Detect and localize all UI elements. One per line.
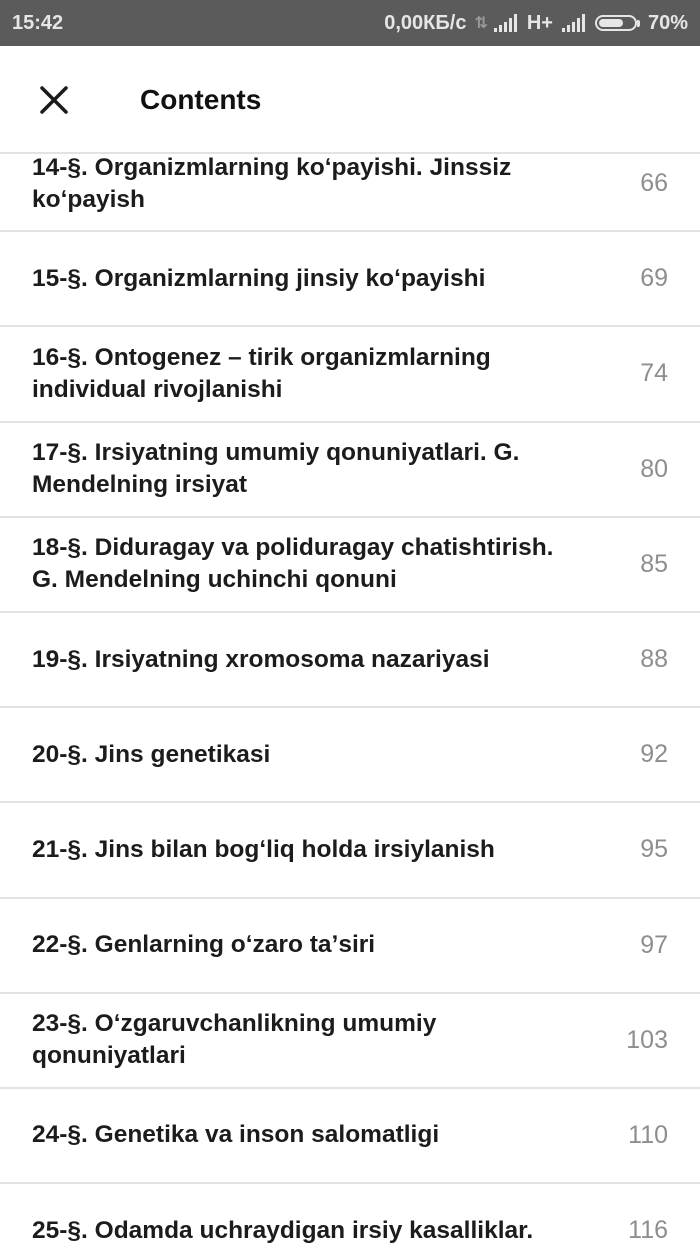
toc-item[interactable] — [0, 899, 700, 994]
toc-item-title: 23-§. Oʻzgaruvchanlikning umumiy qonuniyatlari — [32, 1010, 437, 1070]
close-icon — [39, 85, 69, 115]
toc-item[interactable] — [0, 613, 700, 708]
toc-item-page: 66 — [640, 169, 668, 198]
network-type: H+ — [526, 11, 553, 34]
toc-item-page: 80 — [640, 454, 668, 483]
toc-item-title: 17-§. Irsiyatning umumiy qonuniyatlari. G. Mendelning irsiyat — [32, 439, 520, 499]
toc-item-page: 74 — [640, 359, 668, 388]
toc-item[interactable] — [0, 232, 700, 327]
signal-icon — [493, 13, 519, 33]
toc-item-page: 88 — [640, 645, 668, 674]
signal-icon — [561, 13, 587, 33]
toc-item-title: 24-§. Genetika va inson salomatligi — [32, 1121, 440, 1149]
battery-cap — [637, 20, 640, 27]
toc-item-title: 14-§. Organizmlarning koʻpayishi. Jinssiz koʻpayish — [32, 154, 512, 213]
toc-item-page: 92 — [640, 740, 668, 769]
toc-item[interactable] — [0, 1089, 700, 1184]
toc-item-page: 95 — [640, 835, 668, 864]
contents-list-inner — [0, 154, 700, 1244]
toc-item-title: 15-§. Organizmlarning jinsiy koʻpayishi — [32, 264, 486, 292]
toc-item-page: 110 — [628, 1120, 668, 1149]
toc-item-title: 18-§. Diduragay va poliduragay chatishtirish. G. Mendelning uchinchi qonuni — [32, 534, 554, 594]
toc-item-title: 21-§. Jins bilan bogʻliq holda irsiylanish — [32, 835, 495, 863]
toc-item-title: 22-§. Genlarning oʻzaro taʼsiri — [32, 931, 376, 959]
battery-percent: 70% — [647, 11, 688, 34]
toc-item-page: 116 — [628, 1216, 668, 1244]
toc-item-page: 97 — [640, 930, 668, 959]
status-indicators — [384, 12, 688, 35]
net-speed: 0,00КБ/с — [384, 11, 467, 34]
data-arrows-icon: ⇅ — [474, 15, 485, 32]
status-time: 15:42 — [12, 11, 64, 34]
toc-item[interactable] — [0, 803, 700, 898]
battery-body — [595, 15, 637, 31]
battery-icon — [595, 15, 640, 31]
contents-list[interactable] — [0, 154, 700, 1244]
page-title: Contents — [140, 84, 262, 115]
toc-item-title: 25-§. Odamda uchraydigan irsiy kasalliklar. — [32, 1216, 534, 1244]
toc-item-page: 103 — [626, 1025, 668, 1054]
toc-item-page: 69 — [640, 264, 668, 293]
toc-item[interactable] — [0, 708, 700, 803]
status-bar — [0, 0, 700, 46]
toc-item-title: 20-§. Jins genetikasi — [32, 740, 271, 768]
battery-fill — [599, 19, 623, 27]
toc-item-title: 19-§. Irsiyatning xromosoma nazariyasi — [32, 645, 490, 673]
toc-item[interactable] — [0, 994, 700, 1089]
close-button[interactable] — [22, 68, 86, 132]
toc-item-page: 85 — [640, 549, 668, 578]
toc-item[interactable] — [0, 423, 700, 518]
app-bar — [0, 46, 700, 154]
toc-item-title: 16-§. Ontogenez – tirik organizmlarning individual rivojlanishi — [32, 343, 491, 403]
toc-item[interactable] — [0, 518, 700, 613]
toc-item[interactable] — [0, 327, 700, 422]
toc-item[interactable] — [0, 1184, 700, 1244]
toc-item[interactable] — [0, 154, 700, 232]
